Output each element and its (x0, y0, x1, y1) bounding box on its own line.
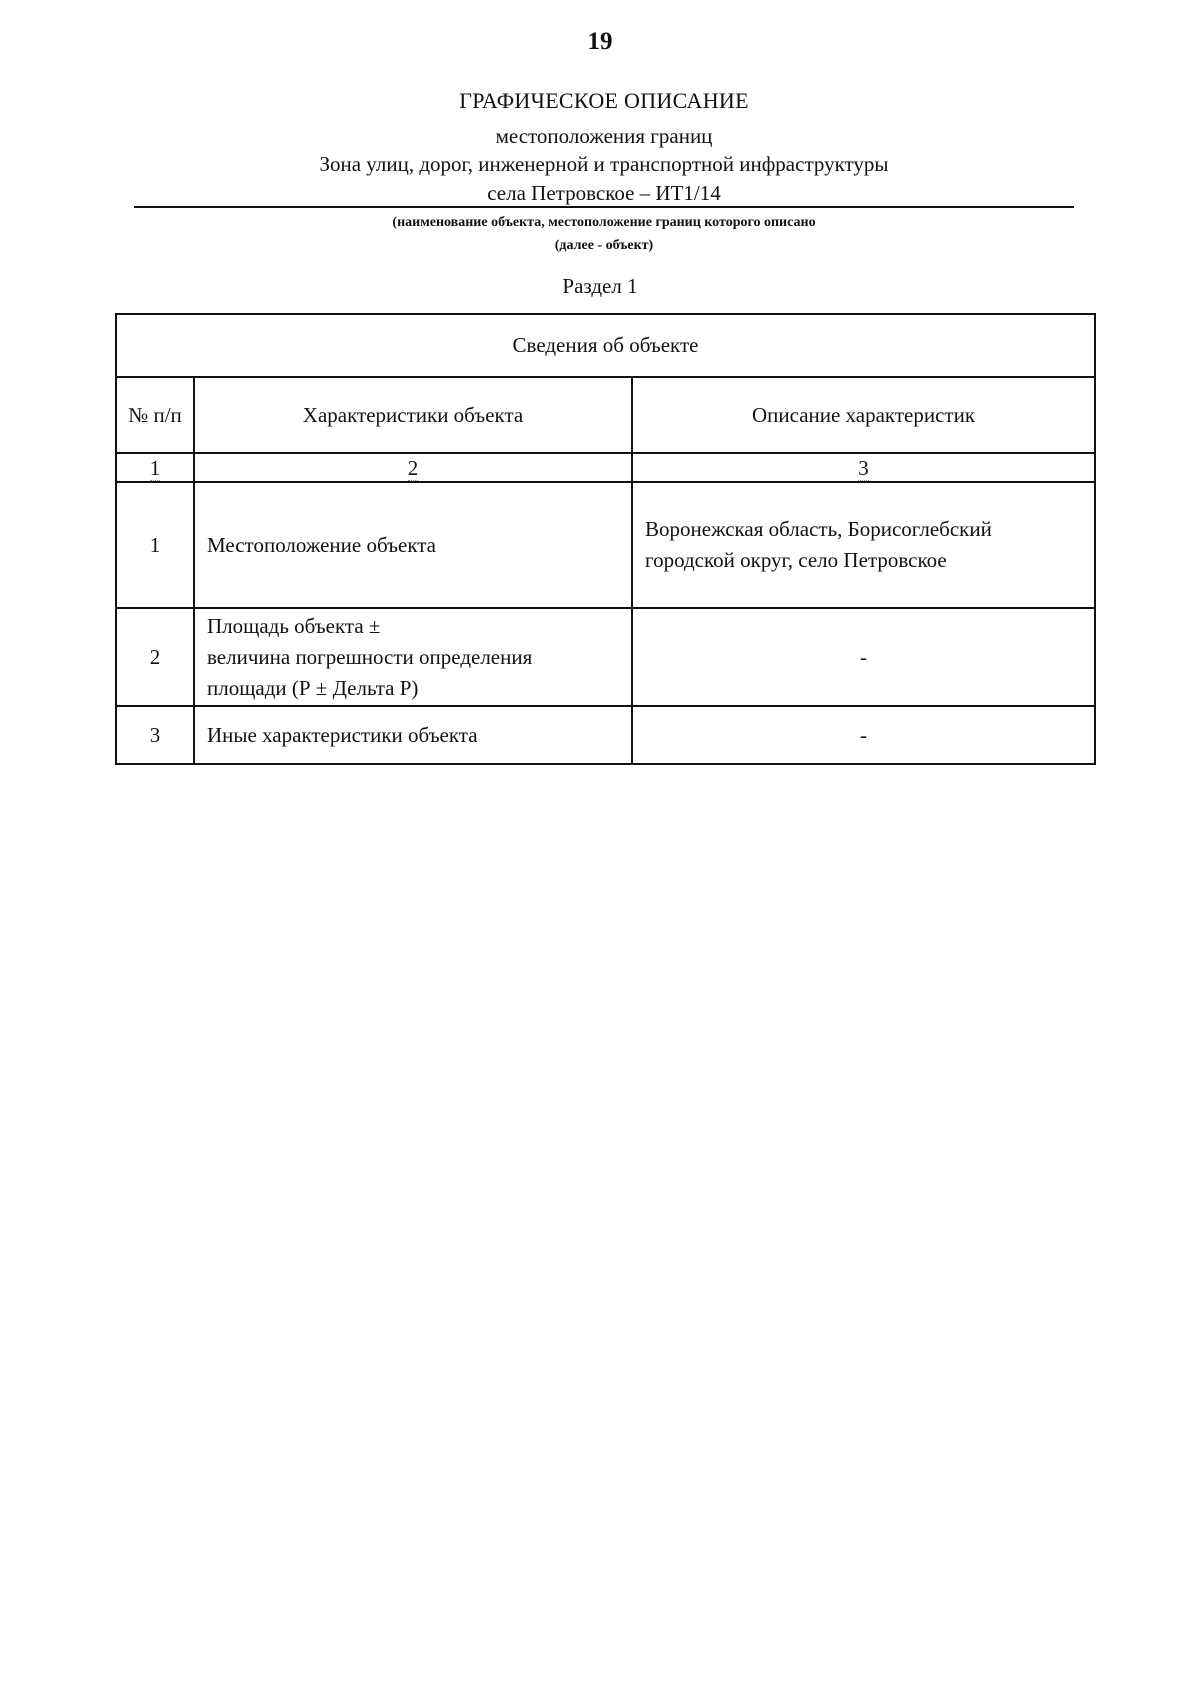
row-characteristic: Иные характеристики объекта (194, 706, 632, 764)
row-characteristic-line2: величина погрешности определения (207, 644, 533, 669)
row-characteristic-line1: Площадь объекта ± (207, 613, 381, 638)
header-num: № п/п (116, 377, 194, 453)
row-num: 1 (116, 482, 194, 608)
index-cell-3 (632, 453, 1095, 482)
document-subtitle: местоположения границ (495, 124, 713, 148)
row-description: - (632, 706, 1095, 764)
index-label-1: 1 (149, 455, 161, 480)
object-caption-line2: (далее - объект) (554, 238, 654, 253)
row-description: Воронежская область, Борисоглебский городской округ, село Петровское (632, 482, 1095, 608)
row-characteristic (194, 608, 632, 706)
object-name: Зона улиц, дорог, инженерной и транспортной инфраструктуры (319, 152, 889, 176)
table-index-row (116, 453, 1095, 482)
row-description: - (632, 608, 1095, 706)
table-header-row (116, 377, 1095, 453)
row-characteristic: Местоположение объекта (194, 482, 632, 608)
table-row (116, 482, 1095, 608)
object-caption-line1: (наименование объекта, местоположение границ которого описано (392, 215, 816, 230)
row-characteristic-line3: площади (Р ± Дельта Р) (207, 675, 419, 700)
index-cell-1 (116, 453, 194, 482)
object-info-table (115, 313, 1096, 765)
row-num: 3 (116, 706, 194, 764)
table-caption-row (116, 314, 1095, 377)
document-title: ГРАФИЧЕСКОЕ ОПИСАНИЕ (459, 88, 749, 113)
header-characteristic: Характеристики объекта (194, 377, 632, 453)
object-code: села Петровское – ИТ1/14 (487, 181, 721, 205)
section-label: Раздел 1 (562, 274, 638, 298)
header-description: Описание характеристик (632, 377, 1095, 453)
title-underline (134, 206, 1074, 208)
index-cell-2 (194, 453, 632, 482)
table-caption: Сведения об объекте (116, 314, 1095, 377)
row-num: 2 (116, 608, 194, 706)
page-number: 19 (587, 28, 613, 55)
index-label-2: 2 (407, 455, 419, 480)
table-row (116, 608, 1095, 706)
table-row (116, 706, 1095, 764)
index-label-3: 3 (858, 455, 869, 480)
